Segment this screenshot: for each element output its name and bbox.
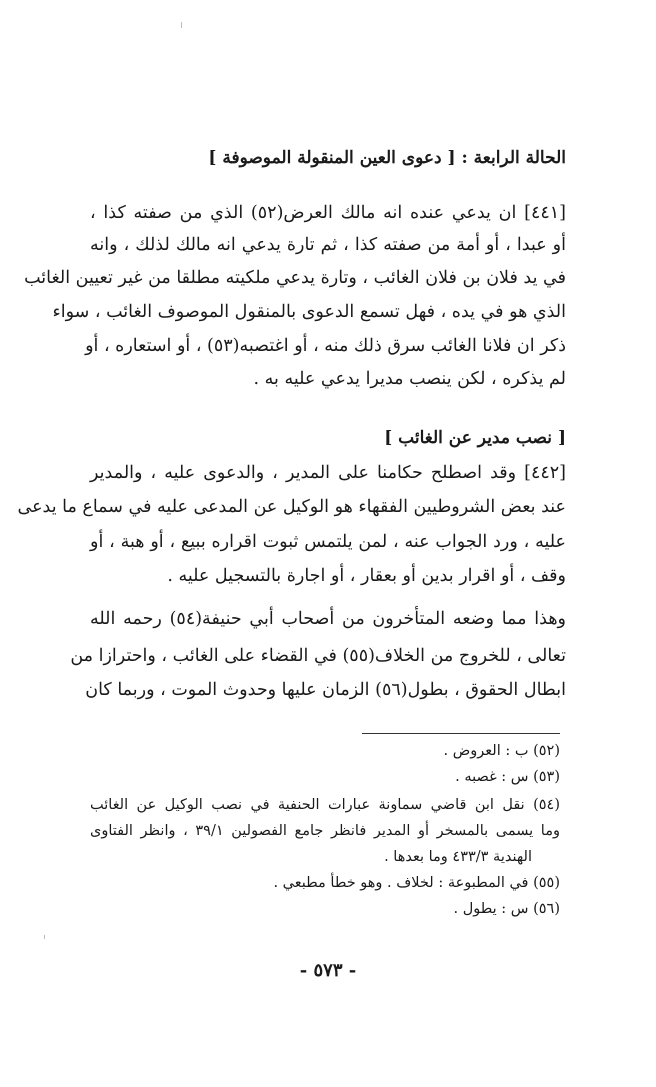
footnote-separator (362, 733, 560, 734)
paragraph-441-line-1: [٤٤١] ان يدعي عنده انه مالك العرض(٥٢) الذي من صفته كذا ، (90, 203, 566, 223)
paragraph-442-line-2: عند بعض الشروطيين الفقهاء هو الوكيل عن المدعى عليه في سماع ما يدعى (17, 497, 566, 517)
footnote-52: (٥٢) ب : العروض . (443, 743, 560, 759)
paragraph-441-line-6: لم يذكره ، لكن ينصب مديرا يدعي عليه به . (253, 369, 566, 389)
paragraph-3-line-3: ابطال الحقوق ، بطول(٥٦) الزمان عليها وحدوث الموت ، وربما كان (85, 680, 566, 700)
paragraph-441-line-4: الذي هو في يده ، فهل تسمع الدعوى بالمنقول الموصوف الغائب ، سواء (52, 302, 566, 322)
paragraph-442-line-3: عليه ، ورد الجواب عنه ، لمن يلتمس ثبوت اقراره ببيع ، أو هبة ، أو (90, 532, 566, 552)
page-number: - ٥٧٣ - (299, 960, 357, 981)
footnote-54-line-2: وما يسمى بالمسخر أو المدير فانظر جامع الفصولين ٣٩/١ ، وانظر الفتاوى (90, 823, 560, 839)
footnote-54-line-3: الهندية ٤٣٣/٣ وما بعدها . (384, 849, 532, 865)
paragraph-3-line-1: وهذا مما وضعه المتأخرون من أصحاب أبي حنيفة(٥٤) رحمه الله (90, 609, 566, 629)
scan-speck (181, 22, 182, 28)
paragraph-441-line-2: أو عبدا ، أو أمة من صفته كذا ، ثم تارة يدعي انه مالك لذلك ، وانه (90, 235, 566, 255)
paragraph-442-line-4: وقف ، أو اقرار بدين أو بعقار ، أو اجارة بالتسجيل عليه . (167, 566, 566, 586)
paragraph-442-line-1: [٤٤٢] وقد اصطلح حكامنا على المدير ، والدعوى عليه ، والمدير (90, 463, 566, 483)
footnote-54-line-1: (٥٤) نقل ابن قاضي سماونة عبارات الحنفية في نصب الوكيل عن الغائب (90, 797, 560, 813)
scan-speck (44, 935, 45, 939)
footnote-53: (٥٣) س : غصبه . (455, 769, 560, 785)
footnote-55: (٥٥) في المطبوعة : لخلاف . وهو خطأ مطبعي . (273, 875, 560, 891)
paragraph-441-line-3: في يد فلان بن فلان الغائب ، وتارة يدعي ملكيته مطلقا من غير تعيين الغائب (24, 268, 566, 288)
paragraph-3-line-2: تعالى ، للخروج من الخلاف(٥٥) في القضاء على الغائب ، واحترازا من (70, 646, 566, 666)
section-heading-claim-movable: الحالة الرابعة : [ دعوى العين المنقولة الموصوفة ] (208, 148, 566, 168)
footnote-56: (٥٦) س : يطول . (453, 901, 560, 917)
paragraph-441-line-5: ذكر ان فلانا الغائب سرق ذلك منه ، أو اغتصبه(٥٣) ، أو استعاره ، أو (85, 336, 566, 356)
section-heading-appoint-administrator: [ نصب مدير عن الغائب ] (384, 428, 566, 448)
